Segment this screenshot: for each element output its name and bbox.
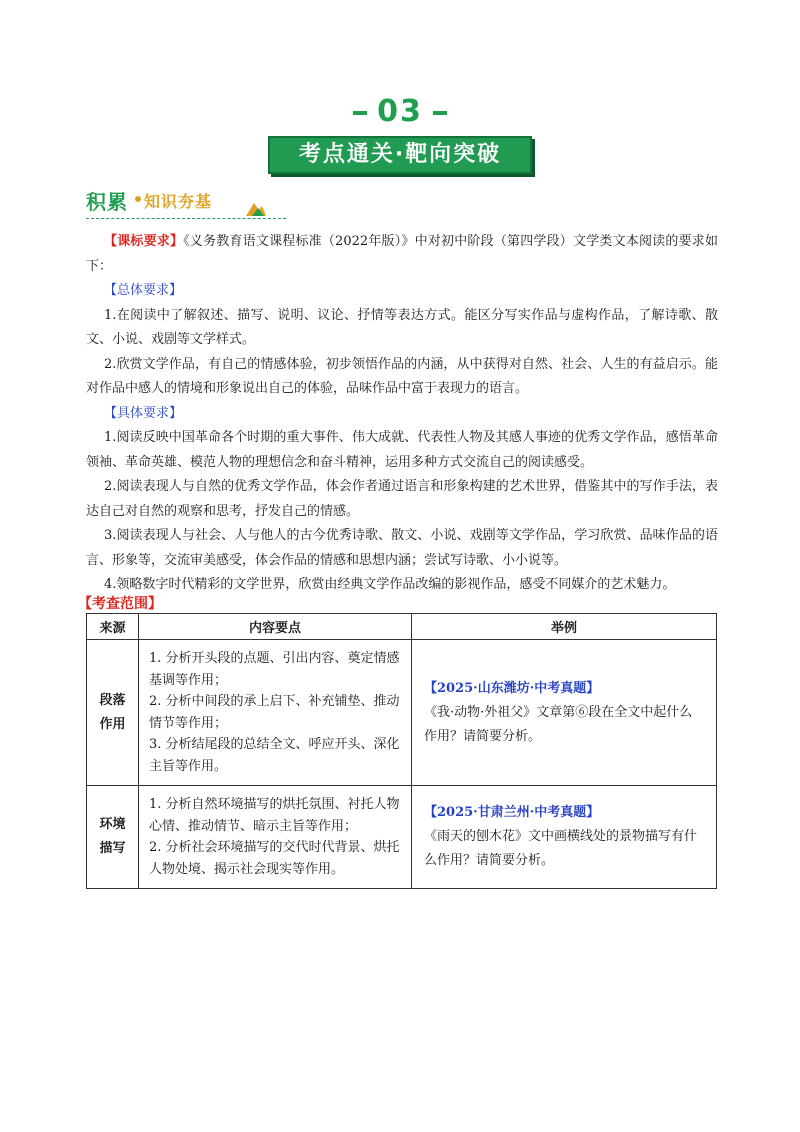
header-points: 内容要点 — [139, 614, 412, 640]
exam-source: 【2025·山东潍坊·中考真题】 — [424, 680, 600, 696]
source-line: 环境 — [99, 817, 126, 832]
source-line: 描写 — [99, 841, 126, 856]
point-item: 2. 分析中间段的承上启下、补充铺垫、推动情节等作用； — [149, 694, 400, 731]
table-row — [87, 786, 717, 889]
curriculum-section — [86, 230, 718, 598]
specific-tag-line — [86, 402, 718, 427]
source-cell — [87, 786, 139, 889]
specific-item: 4.领略数字时代精彩的文学世界，欣赏由经典文学作品改编的影视作品，感受不同媒介的艺术魅力。 — [104, 577, 676, 592]
table-header-row — [87, 614, 717, 640]
point-item: 1. 分析自然环境描写的烘托氛围、衬托人物心情、推动情节、暗示主旨等作用； — [149, 797, 400, 834]
specific-item: 3.阅读表现人与社会、人与他人的古今优秀诗歌、散文、小说、戏剧等文学作品，学习欣赏、品味作品的语言、形象等，交流审美感受，体会作品的情感和思想内涵；尝试写诗歌、小小说等。 — [86, 528, 718, 568]
example-cell — [412, 640, 717, 786]
section-number-text: 03 — [377, 94, 423, 129]
subheading-main: 积累 — [86, 190, 128, 214]
mountain-icon — [246, 200, 266, 216]
right-dash — [433, 111, 447, 115]
header-example: 举例 — [412, 614, 717, 640]
exam-question: 《我·动物·外祖父》文章第⑥段在全文中起什么作用？请简要分析。 — [424, 704, 693, 744]
specific-item: 1.阅读反映中国革命各个时期的重大事件、伟大成就、代表性人物及其感人事迹的优秀文学作品，感悟革命领袖、革命英雄、模范人物的理想信念和奋斗精神，运用多种方式交流自己的阅读感受。 — [86, 430, 718, 470]
points-cell — [139, 786, 412, 889]
overall-tag: 【总体要求】 — [104, 283, 183, 298]
table-row — [87, 640, 717, 786]
curriculum-tag: 【课标要求】 — [104, 234, 184, 249]
header-source: 来源 — [87, 614, 139, 640]
specific-item: 2.阅读表现人与自然的优秀文学作品，体会作者通过语言和形象构建的艺术世界，借鉴其中的写作手法，表达自己对自然的观察和思考，抒发自己的情感。 — [86, 479, 718, 519]
section-banner: 考点通关·靶向突破 — [268, 136, 532, 174]
curriculum-intro — [86, 230, 718, 279]
point-item: 1. 分析开头段的点题、引出内容、奠定情感基调等作用； — [149, 651, 400, 688]
curriculum-intro-text: 《义务教育语文课程标准（2022年版）》中对初中阶段（第四学段）文学类文本阅读的要求如下： — [86, 234, 718, 274]
exam-source: 【2025·甘肃兰州·中考真题】 — [424, 805, 600, 820]
subheading-dot — [135, 196, 141, 202]
subheading-rest: 知识夯基 — [144, 192, 213, 211]
specific-tag: 【具体要求】 — [104, 405, 183, 421]
overall-item: 2.欣赏文学作品，有自己的情感体验，初步领悟作品的内涵，从中获得对自然、社会、人生的有益启示。能对作品中感人的情境和形象说出自己的体验，品味作品中富于表现力的语言。 — [86, 356, 718, 396]
overall-tag-line — [86, 279, 718, 304]
subheading-underline — [86, 218, 286, 219]
exam-question: 《雨天的刨木花》文中画横线处的景物描写有什么作用？请简要分析。 — [424, 829, 698, 868]
left-dash — [353, 111, 367, 115]
subheading — [86, 186, 292, 220]
point-item: 3. 分析结尾段的总结全文、呼应开头、深化主旨等作用。 — [149, 737, 400, 774]
source-cell — [87, 640, 139, 786]
source-line: 段落 — [99, 692, 126, 708]
points-cell — [139, 640, 412, 786]
overall-item: 1.在阅读中了解叙述、描写、说明、议论、抒情等表达方式。能区分写实作品与虚构作品，了解诗歌、散文、小说、戏剧等文学样式。 — [86, 307, 718, 347]
point-item: 2. 分析社会环境描写的交代时代背景、烘托人物处境、揭示社会现实等作用。 — [149, 840, 400, 877]
example-cell — [412, 786, 717, 889]
section-number — [0, 94, 800, 129]
scope-table — [86, 613, 717, 889]
scope-title: 【考查范围】 — [78, 596, 162, 612]
source-line: 作用 — [99, 716, 126, 732]
